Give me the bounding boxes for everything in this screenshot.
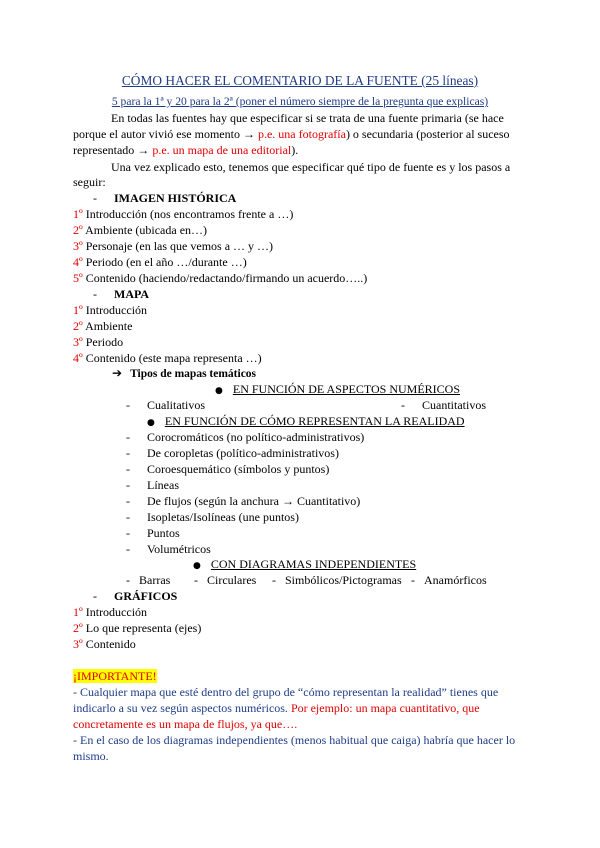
list-item xyxy=(126,494,360,509)
list-item-text: Barras xyxy=(139,573,171,587)
step-number: 3º xyxy=(73,637,83,651)
dash-bullet: - xyxy=(126,446,130,460)
step-text: Periodo (en el año …/durante …) xyxy=(85,255,247,269)
list-item xyxy=(401,398,486,413)
list-item-text: Coroesquemático (símbolos y puntos) xyxy=(147,462,330,476)
step-text: Introducción xyxy=(85,303,148,317)
arrow-icon: ➔ xyxy=(112,366,123,380)
dash-bullet: - xyxy=(126,542,130,556)
intro-text: ). xyxy=(291,143,299,157)
dash-bullet: - xyxy=(411,573,415,587)
list-item xyxy=(73,303,147,318)
step-text: Contenido (haciendo/redactando/firmando un acuerdo…..) xyxy=(85,271,368,285)
list-item-text: Circulares xyxy=(207,573,257,587)
step-number: 2º xyxy=(73,319,83,333)
intro-text: ) o secundaria (posterior al suceso xyxy=(345,127,510,141)
dash-bullet: - xyxy=(272,573,276,587)
list-item xyxy=(73,223,207,238)
dash-bullet: - xyxy=(126,462,130,476)
step-number: 5º xyxy=(73,271,83,285)
example-map: p.e. un mapa de una editorial xyxy=(152,143,292,157)
step-number: 2º xyxy=(73,621,83,635)
step-number: 3º xyxy=(73,239,83,253)
list-item-text: Volumétricos xyxy=(147,542,211,556)
intro-line-5: seguir: xyxy=(73,175,106,189)
dash-bullet: - xyxy=(126,510,130,524)
section-heading: IMAGEN HISTÓRICA xyxy=(114,191,237,205)
intro-text: porque el autor vivió ese momento → xyxy=(73,127,255,141)
important-line-1: - Cualquier mapa que esté dentro del grupo de “cómo representan la realidad” tienes que xyxy=(73,685,499,699)
list-item-text: Isopletas/Isolíneas (une puntos) xyxy=(147,510,299,524)
important-label: ¡IMPORTANTE! xyxy=(73,669,157,683)
intro-text: representado → xyxy=(73,143,150,157)
step-number: 1º xyxy=(73,207,83,221)
important-example: Por ejemplo: un mapa cuantitativo, que xyxy=(290,701,480,715)
important-line-5: mismo. xyxy=(73,749,109,763)
important-note xyxy=(73,669,157,684)
dash-bullet: - xyxy=(126,398,130,412)
list-item-text: Líneas xyxy=(147,478,179,492)
step-text: Ambiente xyxy=(85,319,133,333)
subsection-heading: EN FUNCIÓN DE ASPECTOS NUMÉRICOS xyxy=(232,382,461,396)
list-item xyxy=(194,573,256,588)
step-text: Ambiente (ubicada en…) xyxy=(85,223,208,237)
step-text: Personaje (en las que vemos a … y …) xyxy=(85,239,274,253)
list-item-text: De flujos (según la anchura → Cuantitativo) xyxy=(147,494,361,508)
list-item xyxy=(126,510,299,525)
list-item xyxy=(126,446,339,461)
important-line-4: - En el caso de los diagramas independientes (menos habitual que caiga) habría que hacer lo xyxy=(73,733,516,747)
subsection-diagramas xyxy=(193,557,416,574)
step-text: Periodo xyxy=(85,335,124,349)
list-item-text: Puntos xyxy=(147,526,180,540)
list-item xyxy=(73,637,136,652)
subsection-heading: CON DIAGRAMAS INDEPENDIENTES xyxy=(210,557,417,571)
list-item xyxy=(411,573,487,588)
dash-bullet: - xyxy=(401,398,405,412)
section-mapa xyxy=(93,287,149,302)
dash-bullet: - xyxy=(126,526,130,540)
list-item xyxy=(272,573,402,588)
list-item xyxy=(73,207,293,222)
dash-bullet: - xyxy=(126,573,130,587)
intro-line-2 xyxy=(73,127,510,142)
dot-bullet-icon: ● xyxy=(193,561,201,571)
tipos-label: Tipos de mapas temáticos xyxy=(130,368,257,380)
dash-bullet: - xyxy=(93,589,97,603)
step-text: Contenido (este mapa representa …) xyxy=(85,351,262,365)
section-imagen xyxy=(93,191,236,206)
section-graficos xyxy=(93,589,177,604)
step-text: Contenido xyxy=(85,637,136,651)
dash-bullet: - xyxy=(194,573,198,587)
list-item-text: Simbólicos/Pictogramas xyxy=(285,573,402,587)
list-item xyxy=(126,573,170,588)
list-item xyxy=(126,462,329,477)
step-number: 4º xyxy=(73,351,83,365)
step-text: Introducción xyxy=(85,605,148,619)
page-subtitle: 5 para la 1ª y 20 para la 2ª (poner el número siempre de la pregunta que explicas) xyxy=(111,95,489,108)
list-item xyxy=(73,271,367,286)
example-photo: p.e. una fotografía xyxy=(257,127,346,141)
dash-bullet: - xyxy=(93,287,97,301)
subsection-numericos xyxy=(215,382,460,399)
step-text: Introducción (nos encontramos frente a …) xyxy=(85,207,294,221)
intro-line-1: En todas las fuentes hay que especificar si se trata de una fuente primaria (se hace xyxy=(111,111,504,125)
list-item-text: Cuantitativos xyxy=(422,398,486,412)
step-number: 4º xyxy=(73,255,83,269)
list-item xyxy=(73,239,273,254)
dash-bullet: - xyxy=(126,478,130,492)
list-item xyxy=(126,478,179,493)
step-number: 1º xyxy=(73,303,83,317)
step-number: 2º xyxy=(73,223,83,237)
important-line-2 xyxy=(73,701,480,716)
list-item xyxy=(73,319,132,334)
dash-bullet: - xyxy=(93,191,97,205)
list-item xyxy=(126,542,211,557)
step-text: Lo que representa (ejes) xyxy=(85,621,202,635)
dash-bullet: - xyxy=(126,494,130,508)
section-heading: GRÁFICOS xyxy=(114,589,178,603)
list-item-text: Anamórficos xyxy=(424,573,487,587)
intro-line-3 xyxy=(73,143,298,158)
list-item xyxy=(126,526,180,541)
list-item xyxy=(126,430,364,445)
page-title: CÓMO HACER EL COMENTARIO DE LA FUENTE (25 líneas) xyxy=(121,73,479,88)
list-item-text: De coropletas (político-administrativos) xyxy=(147,446,339,460)
list-item xyxy=(73,351,262,366)
dot-bullet-icon: ● xyxy=(215,386,223,396)
list-item xyxy=(73,335,123,350)
intro-line-4: Una vez explicado esto, tenemos que especificar qué tipo de fuente es y los pasos a xyxy=(111,160,511,174)
list-item-text: Corocromáticos (no político-administrativos) xyxy=(147,430,365,444)
section-heading: MAPA xyxy=(114,287,150,301)
important-text: indicarlo a su vez según aspectos numéricos. xyxy=(73,701,288,715)
list-item-text: Cualitativos xyxy=(147,398,205,412)
subsection-realidad xyxy=(147,414,465,431)
dash-bullet: - xyxy=(126,430,130,444)
list-item xyxy=(73,605,147,620)
list-item xyxy=(73,621,201,636)
step-number: 1º xyxy=(73,605,83,619)
important-line-3: concretamente es un mapa de flujos, ya que…. xyxy=(73,717,298,731)
dot-bullet-icon: ● xyxy=(147,418,155,428)
tipos-heading xyxy=(112,366,256,382)
list-item xyxy=(73,255,247,270)
subsection-heading: EN FUNCIÓN DE CÓMO REPRESENTAN LA REALIDAD xyxy=(164,414,465,428)
step-number: 3º xyxy=(73,335,83,349)
list-item xyxy=(126,398,205,413)
